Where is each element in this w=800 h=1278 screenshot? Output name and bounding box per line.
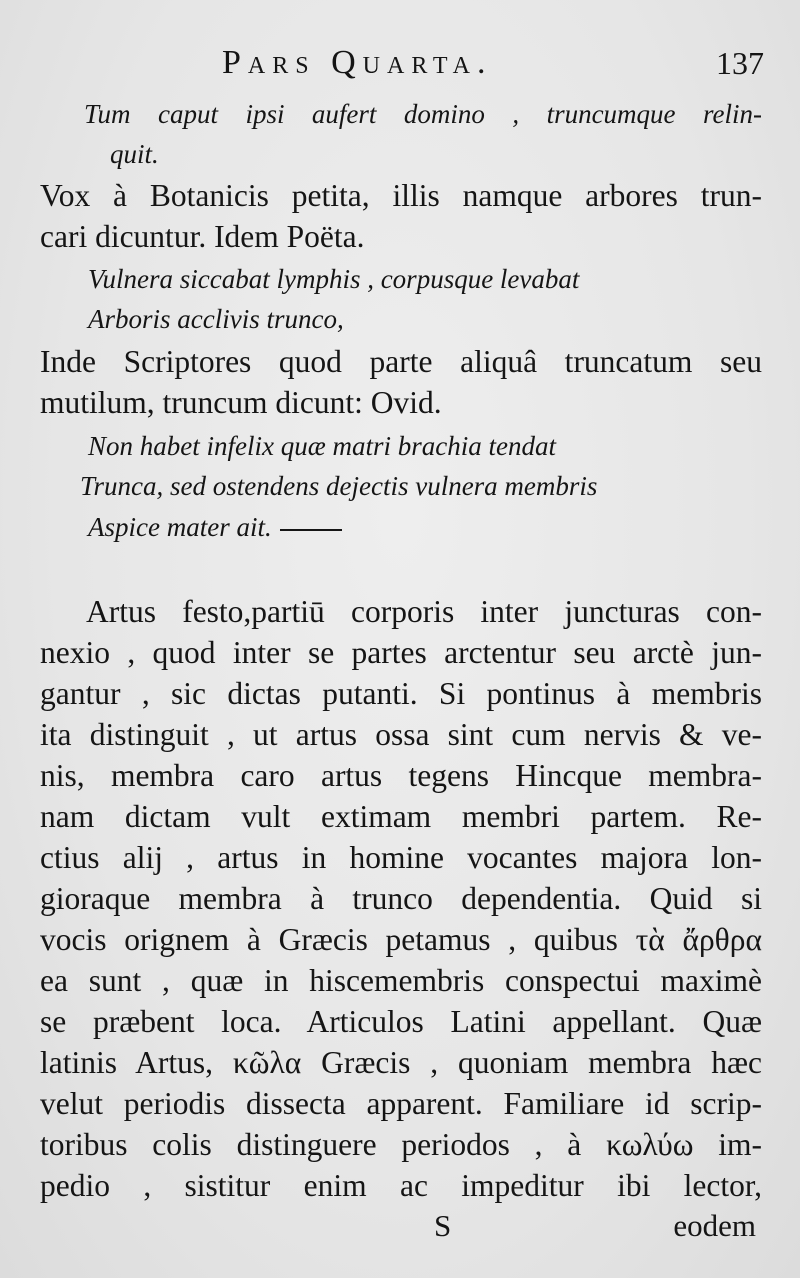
text-line: se præbent loca. Articulos Latini appellant. Quæ bbox=[40, 1004, 762, 1039]
text-line: Vox à Botanicis petita, illis namque arbores trun- bbox=[40, 178, 762, 213]
verse-line-text: Aspice mater ait. bbox=[88, 512, 272, 542]
text-line: vocis orignem à Græcis petamus , quibus τὰ ἄρθρα bbox=[40, 922, 762, 957]
text-line: gantur , sic dictas putanti. Si pontinus à membris bbox=[40, 676, 762, 711]
verse-line: Arboris acclivis trunco, bbox=[88, 304, 344, 334]
signature-mark: S bbox=[434, 1208, 452, 1243]
verse-line: Tum caput ipsi aufert domino , truncumque relin- bbox=[84, 99, 762, 129]
text-line: nexio , quod inter se partes arctentur seu arctè jun- bbox=[40, 635, 762, 670]
verse-line: Non habet infelix quæ matri brachia tendat bbox=[88, 431, 556, 461]
text-line: ctius alij , artus in homine vocantes majora lon- bbox=[40, 840, 762, 875]
dash-rule bbox=[280, 529, 342, 531]
verse-line bbox=[88, 514, 800, 541]
verse-line: quit. bbox=[110, 139, 159, 169]
verse-line: Vulnera siccabat lymphis , corpusque levabat bbox=[88, 264, 580, 294]
text-line: velut periodis dissecta apparent. Familiare id scrip- bbox=[40, 1086, 762, 1121]
catchword: eodem bbox=[673, 1208, 756, 1243]
text-line: latinis Artus, κῶλα Græcis , quoniam membra hæc bbox=[40, 1045, 762, 1080]
text-line: mutilum, truncum dicunt: Ovid. bbox=[40, 385, 442, 420]
text-line: ea sunt , quæ in hiscemembris conspectui maximè bbox=[40, 963, 762, 998]
text-line: gioraque membra à trunco dependentia. Quid si bbox=[40, 881, 762, 916]
text-line: pedio , sistitur enim ac impeditur ibi lector, bbox=[40, 1168, 762, 1203]
text-line: Inde Scriptores quod parte aliquâ truncatum seu bbox=[40, 344, 762, 379]
text-line: Artus festo,partiū corporis inter juncturas con- bbox=[86, 594, 762, 629]
running-title: Pars Quarta. bbox=[222, 44, 493, 81]
text-line: cari dicuntur. Idem Poëta. bbox=[40, 219, 365, 254]
text-line: nam dictam vult extimam membri partem. Re- bbox=[40, 799, 762, 834]
text-line: toribus colis distinguere periodos , à κωλύω im- bbox=[40, 1127, 762, 1162]
text-line: ita distinguit , ut artus ossa sint cum nervis & ve- bbox=[40, 717, 762, 752]
page-header bbox=[0, 40, 800, 86]
verse-line: Trunca, sed ostendens dejectis vulnera membris bbox=[80, 471, 598, 501]
text-line: nis, membra caro artus tegens Hincque membra- bbox=[40, 758, 762, 793]
page-number: 137 bbox=[716, 45, 764, 81]
